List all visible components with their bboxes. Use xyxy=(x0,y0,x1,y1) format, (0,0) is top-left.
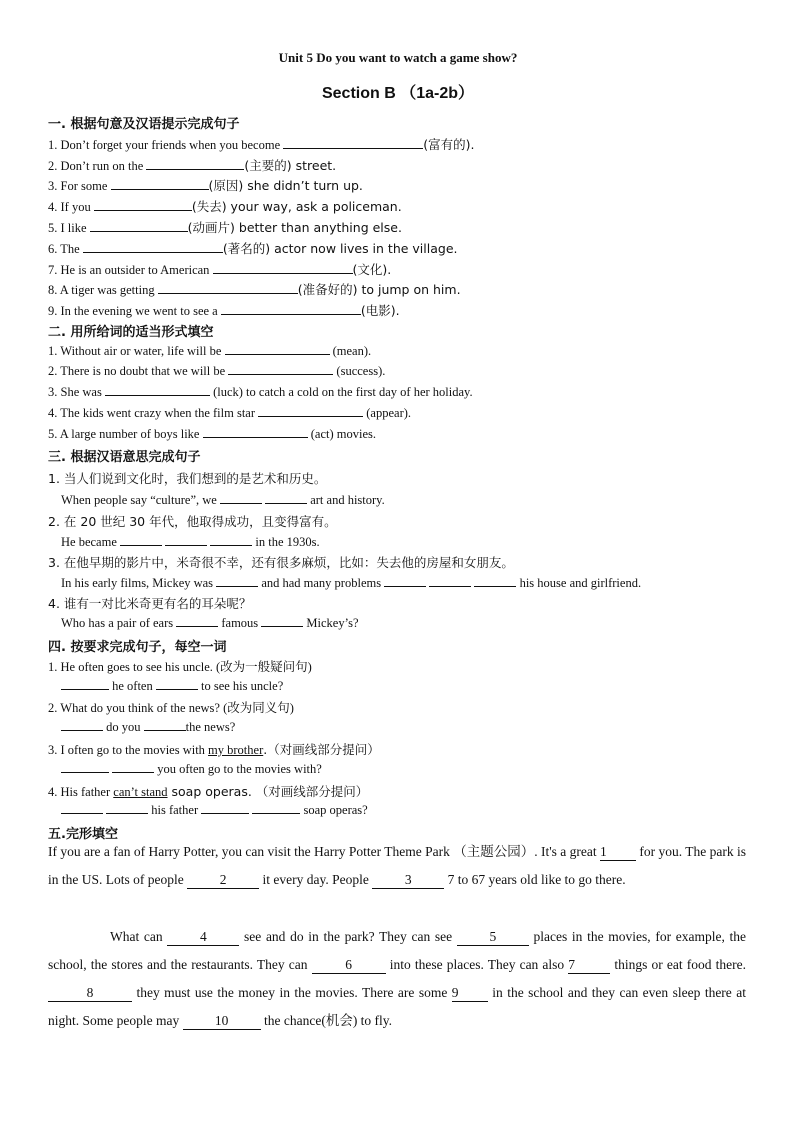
answer-blank[interactable] xyxy=(201,802,249,814)
answer-blank[interactable] xyxy=(83,241,223,253)
answer-blank[interactable] xyxy=(216,575,258,587)
answer-blank[interactable] xyxy=(158,282,298,294)
sec1-item: 5. I like (动画片) better than anything else. xyxy=(48,220,402,235)
cloze-blank[interactable]: 8 xyxy=(48,985,132,1002)
section-2-heading: 二. 用所给词的适当形式填空 xyxy=(48,325,214,340)
answer-blank[interactable] xyxy=(105,384,210,396)
cloze-blank[interactable]: 6 xyxy=(312,957,386,974)
answer-blank[interactable] xyxy=(221,303,361,315)
answer-blank[interactable] xyxy=(228,363,333,375)
answer-blank[interactable] xyxy=(429,575,471,587)
answer-blank[interactable] xyxy=(146,158,244,170)
sec4-question-1: 1. He often goes to see his uncle. (改为一般疑问句) xyxy=(48,660,312,674)
cloze-blank[interactable]: 9 xyxy=(452,985,488,1002)
sec3-answer-3: In his early films, Mickey was and had many problems his house and girlfriend. xyxy=(61,576,642,590)
answer-blank[interactable] xyxy=(283,137,423,149)
underlined-phrase: can’t stand xyxy=(113,785,168,799)
answer-blank[interactable] xyxy=(203,426,308,438)
sec4-question-4: 4. His father can’t stand soap operas. （对画线部分提问） xyxy=(48,784,369,799)
sec4-answer-4: his father soap operas? xyxy=(61,802,368,818)
sec1-item: 8. A tiger was getting (准备好的) to jump on him. xyxy=(48,282,461,297)
section-1-heading: 一. 根据句意及汉语提示完成句子 xyxy=(48,117,240,132)
cloze-blank[interactable]: 5 xyxy=(457,929,529,946)
sec1-item: 9. In the evening we went to see a (电影). xyxy=(48,303,400,318)
sec1-item: 7. He is an outsider to American (文化). xyxy=(48,262,392,277)
page-subtitle: Section B （1a-2b） xyxy=(321,85,475,102)
sec3-question-2: 2. 在 20 世纪 30 年代，他取得成功，且变得富有。 xyxy=(48,514,337,529)
section-5-heading: 五.完形填空 xyxy=(48,827,118,842)
answer-blank[interactable] xyxy=(176,615,218,627)
answer-blank[interactable] xyxy=(61,761,109,773)
sec4-answer-2: do you the news? xyxy=(61,719,235,735)
sec1-item: 4. If you (失去) your way, ask a policeman. xyxy=(48,199,402,214)
answer-blank[interactable] xyxy=(61,802,103,814)
cloze-blank[interactable]: 7 xyxy=(568,957,610,974)
sec2-item: 4. The kids went crazy when the film star (appear). xyxy=(48,406,412,420)
answer-blank[interactable] xyxy=(144,719,186,731)
sec3-answer-2: He became in the 1930s. xyxy=(61,535,320,549)
answer-blank[interactable] xyxy=(156,678,198,690)
sec3-question-3: 3. 在他早期的影片中，米奇很不幸，还有很多麻烦，比如：失去他的房屋和女朋友。 xyxy=(48,555,514,570)
sec1-item: 6. The (著名的) actor now lives in the village. xyxy=(48,241,458,256)
cloze-paragraph-2: What can 4 see and do in the park? They can see 5 places in the movies, for example, the school, the stores and the restaurants. They can 6 into these places. They can also 7 things or eat food there. 8 they must use the money in the movies. There are some 9 in the school and they can even sleep there at night. Some people may 10 the chance(机会) to fly. xyxy=(48,929,747,1028)
answer-blank[interactable] xyxy=(106,802,148,814)
cloze-blank[interactable]: 3 xyxy=(372,872,444,889)
sec3-answer-4: Who has a pair of ears famous Mickey’s? xyxy=(61,616,359,630)
section-4-heading: 四. 按要求完成句子，每空一词 xyxy=(48,640,227,655)
answer-blank[interactable] xyxy=(120,534,162,546)
answer-blank[interactable] xyxy=(225,343,330,355)
answer-blank[interactable] xyxy=(165,534,207,546)
cloze-blank[interactable]: 1 xyxy=(600,844,636,861)
sec4-answer-1: he often to see his uncle? xyxy=(61,678,283,694)
sec2-item: 3. She was (luck) to catch a cold on the first day of her holiday. xyxy=(48,385,473,399)
sec2-item: 1. Without air or water, life will be (mean). xyxy=(48,344,372,358)
sec4-answer-3: you often go to the movies with? xyxy=(61,761,322,777)
answer-blank[interactable] xyxy=(261,615,303,627)
sec3-question-1: 1. 当人们说到文化时，我们想到的是艺术和历史。 xyxy=(48,471,327,486)
answer-blank[interactable] xyxy=(258,405,363,417)
answer-blank[interactable] xyxy=(112,761,154,773)
sec2-item: 5. A large number of boys like (act) movies. xyxy=(48,427,376,441)
cloze-blank[interactable]: 2 xyxy=(187,872,259,889)
sec3-answer-1: When people say “culture”, we art and history. xyxy=(61,493,385,507)
cloze-blank[interactable]: 4 xyxy=(167,929,239,946)
answer-blank[interactable] xyxy=(265,492,307,504)
answer-blank[interactable] xyxy=(61,719,103,731)
sec1-item: 1. Don’t forget your friends when you become (富有的). xyxy=(48,137,475,152)
answer-blank[interactable] xyxy=(252,802,300,814)
sec4-question-2: 2. What do you think of the news? (改为同义句) xyxy=(48,701,294,715)
answer-blank[interactable] xyxy=(213,262,353,274)
underlined-phrase: my brother xyxy=(208,743,264,757)
page-title: Unit 5 Do you want to watch a game show? xyxy=(278,50,518,65)
answer-blank[interactable] xyxy=(474,575,516,587)
sec4-question-3: 3. I often go to the movies with my brother.（对画线部分提问） xyxy=(48,742,380,757)
cloze-paragraph-1: If you are a fan of Harry Potter, you can visit the Harry Potter Theme Park （主题公园）. It's a great 1 for you. The park is in the US. Lots of people 2 it every day. People 3 7 to 67 years old like to go there. xyxy=(48,844,746,887)
answer-blank[interactable] xyxy=(61,678,109,690)
sec1-item: 2. Don’t run on the (主要的) street. xyxy=(48,158,337,173)
answer-blank[interactable] xyxy=(210,534,252,546)
answer-blank[interactable] xyxy=(90,220,188,232)
sec2-item: 2. There is no doubt that we will be (success). xyxy=(48,364,386,378)
answer-blank[interactable] xyxy=(111,178,209,190)
sec3-question-4: 4. 谁有一对比米奇更有名的耳朵呢？ xyxy=(48,596,252,611)
section-3-heading: 三. 根据汉语意思完成句子 xyxy=(48,450,201,465)
answer-blank[interactable] xyxy=(94,199,192,211)
answer-blank[interactable] xyxy=(220,492,262,504)
cloze-blank[interactable]: 10 xyxy=(183,1013,261,1030)
answer-blank[interactable] xyxy=(384,575,426,587)
sec1-item: 3. For some (原因) she didn’t turn up. xyxy=(48,178,363,193)
